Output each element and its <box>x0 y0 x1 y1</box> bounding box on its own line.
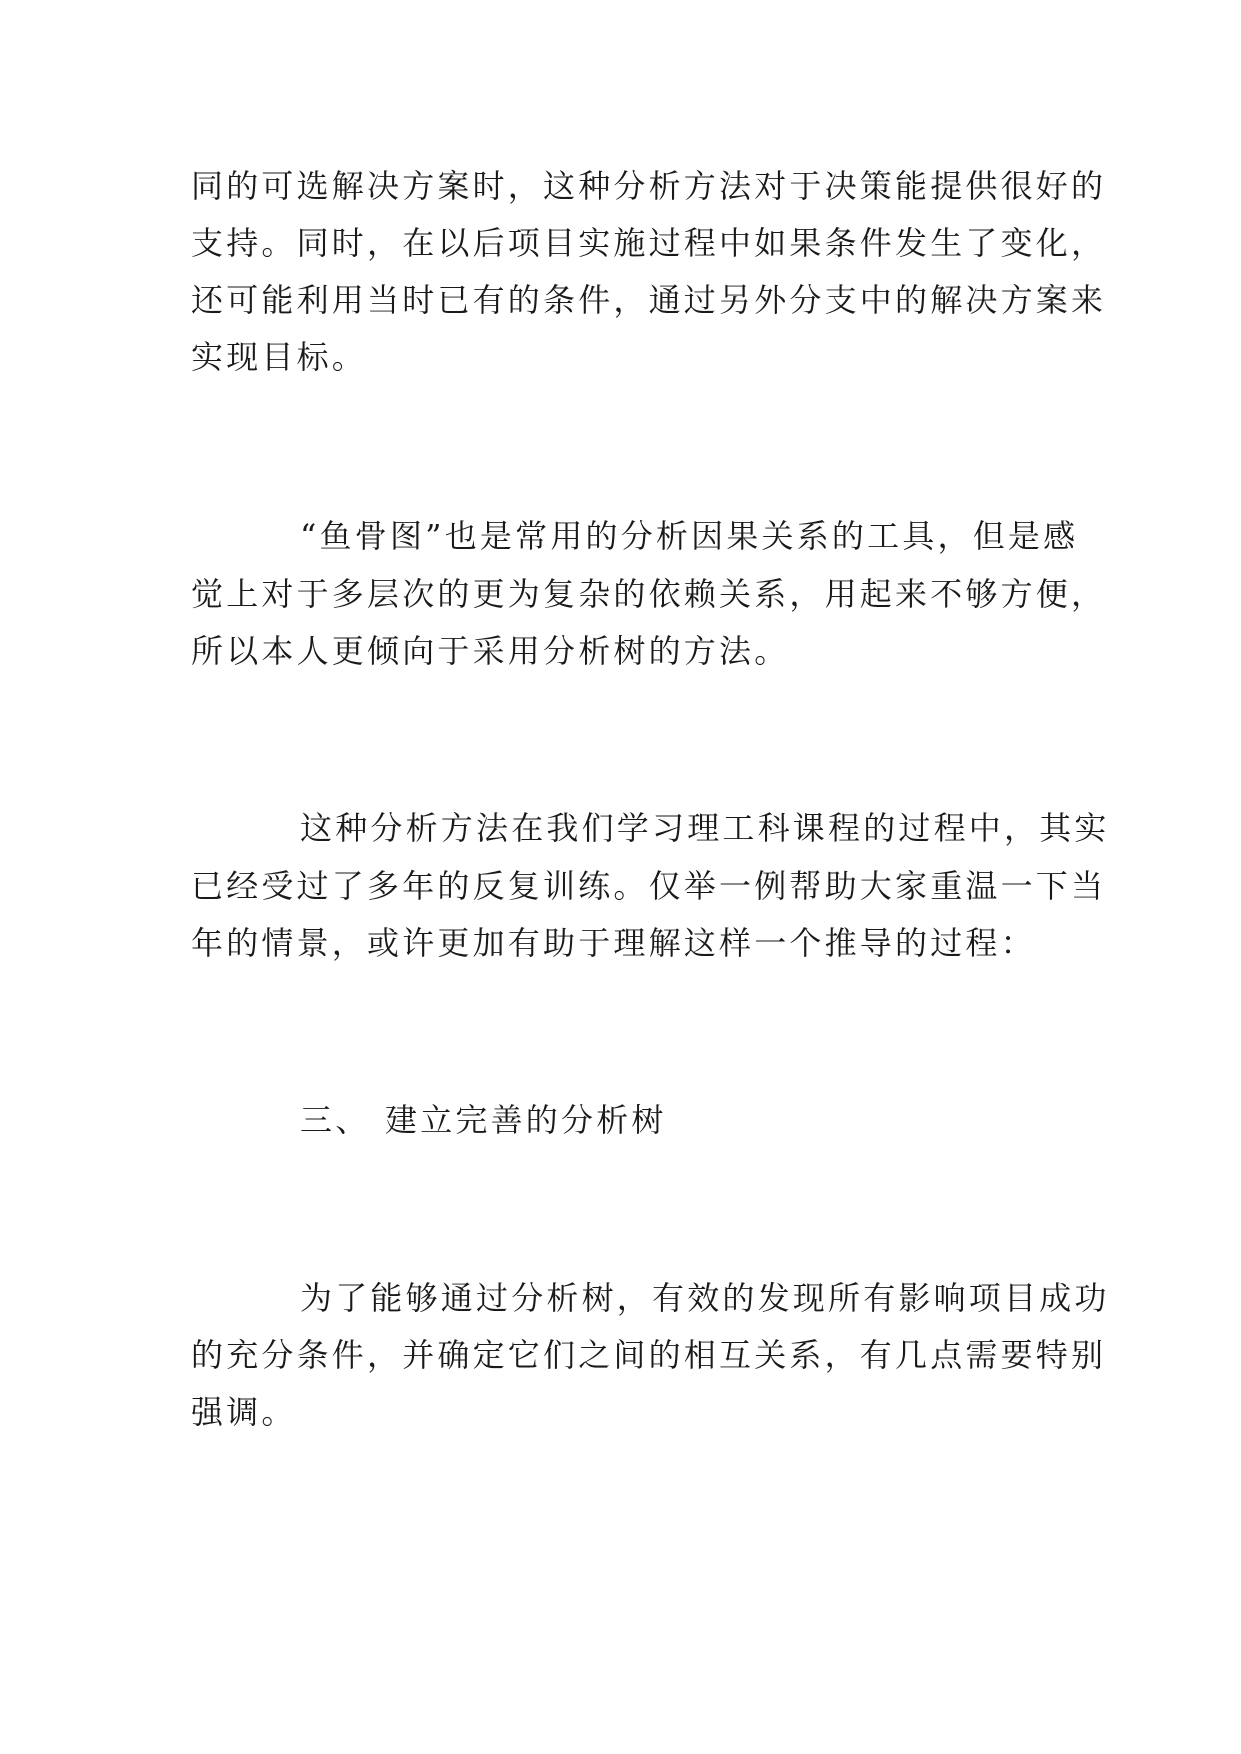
paragraph-4-line-2: 的充分条件，并确定它们之间的相互关系，有几点需要特别 <box>191 1336 1107 1374</box>
paragraph-4-line-1: 为了能够通过分析树，有效的发现所有影响项目成功 <box>300 1279 1110 1317</box>
paragraph-3-line-3: 年的情景，或许更加有助于理解这样一个推导的过程： <box>191 924 1036 962</box>
section-heading-title: 建立完善的分析树 <box>385 1101 667 1139</box>
paragraph-1-line-2: 支持。同时，在以后项目实施过程中如果条件发生了变化， <box>191 224 1107 262</box>
paragraph-3-line-1: 这种分析方法在我们学习理工科课程的过程中，其实 <box>300 809 1110 847</box>
paragraph-3-line-2: 已经受过了多年的反复训练。仅举一例帮助大家重温一下当 <box>191 867 1107 905</box>
paragraph-2-line-2: 觉上对于多层次的更为复杂的依赖关系，用起来不够方便， <box>191 575 1107 613</box>
paragraph-4-line-3: 强调。 <box>191 1393 297 1431</box>
paragraph-1-line-1: 同的可选解决方案时，这种分析方法对于决策能提供很好的 <box>191 167 1107 205</box>
paragraph-2-line-3: 所以本人更倾向于采用分析树的方法。 <box>191 632 790 670</box>
paragraph-1-line-4: 实现目标。 <box>191 338 368 376</box>
paragraph-2-line-1: “鱼骨图”也是常用的分析因果关系的工具，但是感 <box>300 517 1079 555</box>
section-heading-number: 三、 <box>300 1101 371 1139</box>
paragraph-1-line-3: 还可能利用当时已有的条件，通过另外分支中的解决方案来 <box>191 281 1107 319</box>
